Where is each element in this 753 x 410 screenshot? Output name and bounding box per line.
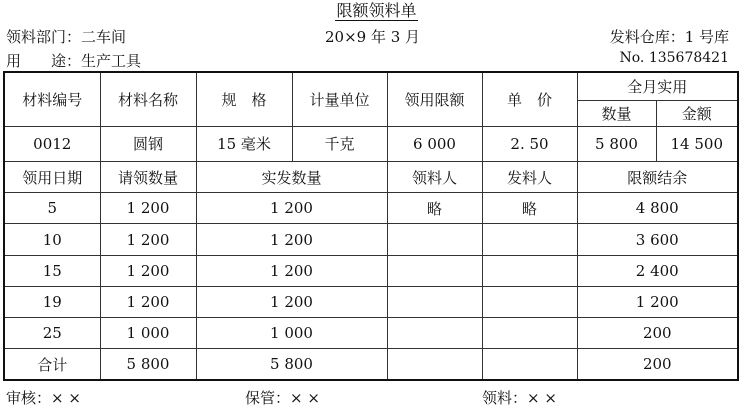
- total-balance: 200: [577, 349, 738, 380]
- col-issue-date: 领用日期: [4, 162, 100, 193]
- col-limit-balance: 限额结余: [577, 162, 738, 193]
- row-requested: 1 200: [100, 255, 196, 286]
- form-title: [0, 1, 753, 21]
- table-row: [4, 255, 738, 286]
- row-balance: 200: [577, 317, 738, 348]
- material-row: [4, 126, 738, 161]
- col-issued-qty: 实发数量: [196, 162, 387, 193]
- header-row-1: [4, 72, 738, 100]
- row-issuer: 略: [482, 193, 577, 224]
- row-balance: 4 800: [577, 193, 738, 224]
- material-amount: 14 500: [656, 126, 738, 161]
- total-receiver: [387, 349, 482, 380]
- row-balance: 3 600: [577, 224, 738, 255]
- row-issuer: [482, 286, 577, 317]
- row-date: 10: [4, 224, 100, 255]
- material-code: 0012: [4, 126, 100, 161]
- dept-label: 领料部门：二车间: [6, 28, 127, 46]
- row-receiver: [387, 286, 482, 317]
- row-requested: 1 200: [100, 286, 196, 317]
- col-material-code: 材料编号: [4, 72, 100, 126]
- form-title-text: 限额领料单: [336, 1, 417, 20]
- row-date: 15: [4, 255, 100, 286]
- row-date: 5: [4, 193, 100, 224]
- detail-header-row: [4, 162, 738, 193]
- picker-signature: 领料：× ×: [482, 389, 557, 407]
- row-receiver: [387, 255, 482, 286]
- form-date: 20×9 年 3 月: [325, 28, 421, 46]
- total-requested: 5 800: [100, 349, 196, 380]
- col-issuer: 发料人: [482, 162, 577, 193]
- row-issued: 1 000: [196, 317, 387, 348]
- table-row: [4, 224, 738, 255]
- col-requested-qty: 请领数量: [100, 162, 196, 193]
- row-issuer: [482, 255, 577, 286]
- row-issued: 1 200: [196, 193, 387, 224]
- row-issued: 1 200: [196, 255, 387, 286]
- form-number: No. 135678421: [619, 50, 729, 66]
- material-qty: 5 800: [577, 126, 656, 161]
- col-unit: 计量单位: [292, 72, 387, 126]
- row-requested: 1 000: [100, 317, 196, 348]
- total-row: [4, 349, 738, 380]
- col-limit: 领用限额: [387, 72, 482, 126]
- row-balance: 1 200: [577, 286, 738, 317]
- table-row: [4, 317, 738, 348]
- row-issued: 1 200: [196, 286, 387, 317]
- material-unit: 千克: [292, 126, 387, 161]
- material-name: 圆钢: [100, 126, 196, 161]
- row-requested: 1 200: [100, 224, 196, 255]
- col-material-name: 材料名称: [100, 72, 196, 126]
- col-amount: 金额: [656, 100, 738, 126]
- row-date: 25: [4, 317, 100, 348]
- row-date: 19: [4, 286, 100, 317]
- purpose-label: 用 途：生产工具: [6, 52, 142, 70]
- row-issued: 1 200: [196, 224, 387, 255]
- col-price: 单 价: [482, 72, 577, 126]
- row-receiver: [387, 317, 482, 348]
- col-monthly-actual: 全月实用: [577, 72, 738, 100]
- total-issuer: [482, 349, 577, 380]
- table-row: [4, 193, 738, 224]
- col-qty: 数量: [577, 100, 656, 126]
- row-receiver: [387, 224, 482, 255]
- row-issuer: [482, 224, 577, 255]
- total-label: 合计: [4, 349, 100, 380]
- warehouse-label: 发料仓库：1 号库: [609, 28, 729, 46]
- col-spec: 规 格: [196, 72, 292, 126]
- audit-signature: 审核：× ×: [6, 389, 81, 407]
- material-limit: 6 000: [387, 126, 482, 161]
- col-receiver: 领料人: [387, 162, 482, 193]
- table-row: [4, 286, 738, 317]
- row-issuer: [482, 317, 577, 348]
- material-price: 2. 50: [482, 126, 577, 161]
- row-receiver: 略: [387, 193, 482, 224]
- row-requested: 1 200: [100, 193, 196, 224]
- total-issued: 5 800: [196, 349, 387, 380]
- row-balance: 2 400: [577, 255, 738, 286]
- custody-signature: 保管：× ×: [245, 389, 320, 407]
- material-spec: 15 毫米: [196, 126, 292, 161]
- requisition-table: [3, 71, 739, 381]
